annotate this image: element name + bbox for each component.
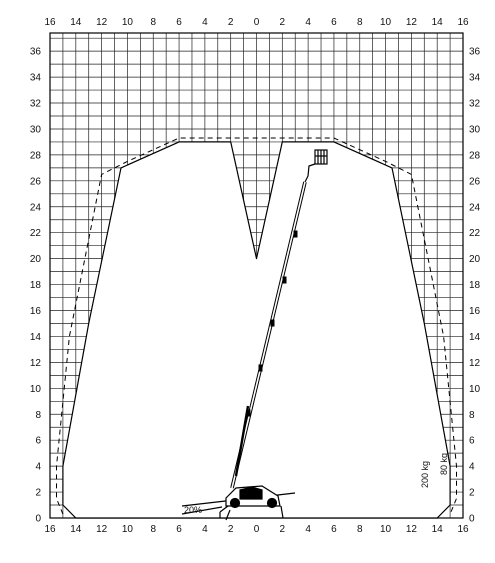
x-tick-label: 8 xyxy=(356,524,363,535)
y-tick-label: 18 xyxy=(29,280,41,292)
x-tick-label: 4 xyxy=(202,17,208,28)
x-tick-label: 8 xyxy=(150,524,157,535)
x-tick-label: 6 xyxy=(176,524,182,535)
x-tick-label: 6 xyxy=(331,524,337,535)
y-tick-label: 36 xyxy=(29,46,41,58)
x-tick-label: 4 xyxy=(202,524,208,535)
y-tick-label: 14 xyxy=(469,331,481,343)
x-tick-label: 8 xyxy=(150,17,157,28)
y-tick-label: 12 xyxy=(469,357,481,369)
y-tick-label: 14 xyxy=(29,331,41,343)
y-tick-label: 16 xyxy=(29,306,41,318)
x-tick-label: 16 xyxy=(44,17,56,28)
x-tick-label: 2 xyxy=(279,17,286,28)
y-tick-label: 20 xyxy=(29,254,41,266)
y-tick-label: 20 xyxy=(469,254,481,266)
y-tick-label: 28 xyxy=(29,150,41,162)
y-tick-label: 34 xyxy=(469,72,481,84)
x-tick-label: 10 xyxy=(380,524,392,535)
x-tick-label: 6 xyxy=(176,17,182,28)
y-tick-label: 16 xyxy=(469,306,481,318)
x-tick-label: 12 xyxy=(96,524,108,535)
y-tick-label: 8 xyxy=(469,409,475,421)
x-tick-label: 14 xyxy=(431,17,443,28)
x-tick-label: 16 xyxy=(44,524,56,535)
y-tick-label: 24 xyxy=(29,202,41,214)
x-tick-label: 16 xyxy=(457,17,469,28)
x-tick-label: 2 xyxy=(279,524,286,535)
y-tick-label: 0 xyxy=(35,513,41,525)
x-tick-label: 2 xyxy=(227,17,234,28)
y-tick-label: 30 xyxy=(29,124,41,136)
y-tick-label: 0 xyxy=(469,513,475,525)
x-tick-label: 14 xyxy=(431,524,443,535)
y-tick-label: 34 xyxy=(29,72,41,84)
y-tick-label: 12 xyxy=(29,357,41,369)
x-tick-label: 4 xyxy=(305,524,311,535)
y-tick-label: 32 xyxy=(469,98,481,110)
x-tick-label: 0 xyxy=(253,524,260,535)
y-tick-label: 18 xyxy=(469,280,481,292)
x-tick-label: 16 xyxy=(457,524,469,535)
y-tick-label: 10 xyxy=(469,383,481,395)
y-tick-label: 22 xyxy=(29,228,41,240)
x-tick-label: 4 xyxy=(305,17,311,28)
y-tick-label: 36 xyxy=(469,46,481,58)
y-tick-label: 2 xyxy=(469,487,475,499)
y-tick-label: 6 xyxy=(469,435,475,447)
y-tick-label: 4 xyxy=(469,461,475,473)
x-tick-label: 14 xyxy=(70,524,82,535)
load-80kg-label: 80 kg xyxy=(439,452,449,475)
load-200kg-label: 200 kg xyxy=(420,460,430,488)
y-tick-label: 28 xyxy=(469,150,481,162)
x-tick-label: 8 xyxy=(356,17,363,28)
x-tick-label: 2 xyxy=(227,524,234,535)
y-tick-label: 10 xyxy=(29,383,41,395)
x-tick-label: 12 xyxy=(405,524,417,535)
y-tick-label: 22 xyxy=(469,228,481,240)
x-tick-label: 10 xyxy=(121,17,133,28)
x-tick-label: 12 xyxy=(405,17,417,28)
slope-label: 20% xyxy=(184,505,203,515)
y-tick-label: 26 xyxy=(29,176,41,188)
x-tick-label: 14 xyxy=(70,17,82,28)
y-tick-label: 2 xyxy=(35,487,41,499)
x-tick-label: 10 xyxy=(380,17,392,28)
x-tick-label: 0 xyxy=(253,17,260,28)
y-tick-label: 26 xyxy=(469,176,481,188)
y-tick-label: 24 xyxy=(469,202,481,214)
x-tick-label: 6 xyxy=(331,17,337,28)
y-tick-label: 8 xyxy=(35,409,41,421)
y-tick-label: 4 xyxy=(35,461,41,473)
x-tick-label: 10 xyxy=(121,524,133,535)
y-tick-label: 6 xyxy=(35,435,41,447)
x-tick-label: 12 xyxy=(96,17,108,28)
y-tick-label: 30 xyxy=(469,124,481,136)
y-tick-label: 32 xyxy=(29,98,41,110)
